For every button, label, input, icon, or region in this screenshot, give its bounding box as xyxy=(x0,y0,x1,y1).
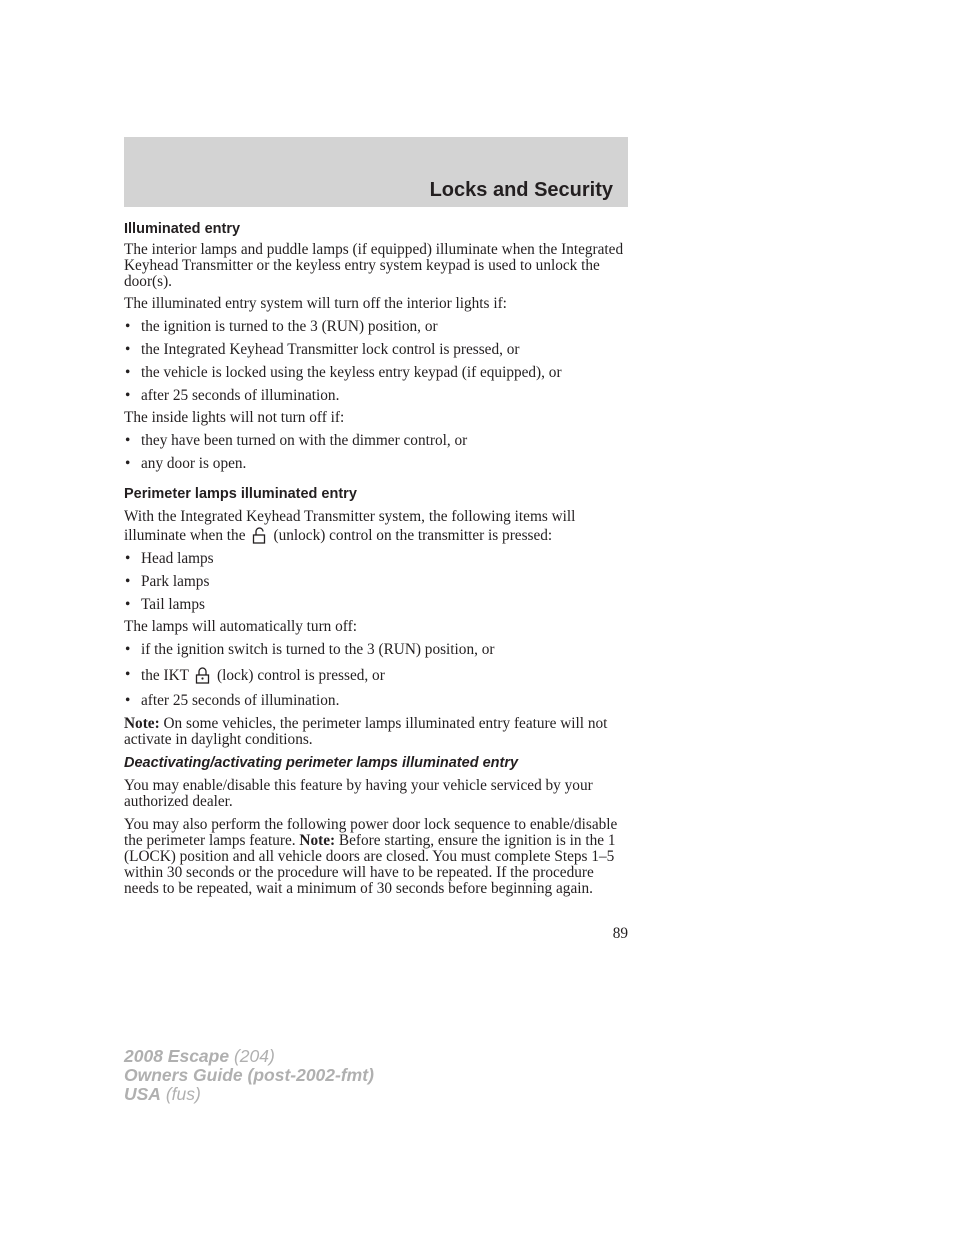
list-item: • Head lamps xyxy=(124,551,630,567)
auto-off-list xyxy=(124,642,630,709)
list-item: • any door is open. xyxy=(124,456,630,472)
list-item: • they have been turned on with the dimmer control, or xyxy=(124,433,630,449)
footer-model-code: (204) xyxy=(229,1046,275,1066)
illuminated-entry-intro: The interior lamps and puddle lamps (if equipped) illuminate when the Integrated Keyhead Transmitter or the keyless entry system keypad is used to unlock the door(s). xyxy=(124,241,624,290)
list-item: • Tail lamps xyxy=(124,597,630,613)
page-number: 89 xyxy=(612,925,628,942)
stay-on-list xyxy=(124,433,630,472)
lock-icon xyxy=(194,666,212,684)
list-item-ikt xyxy=(124,666,630,685)
footer-doc-id xyxy=(124,1047,374,1104)
ikt-text: the IKT xyxy=(141,667,189,684)
auto-off-lead: The lamps will automatically turn off: xyxy=(124,618,357,635)
lamp-list xyxy=(124,551,630,613)
section-header-band xyxy=(124,137,628,207)
list-item: • after 25 seconds of illumination. xyxy=(124,693,630,709)
footer-model: 2008 Escape xyxy=(124,1046,230,1066)
list-item: • after 25 seconds of illumination. xyxy=(124,388,630,404)
footer-market: USA xyxy=(124,1084,161,1104)
turn-off-list xyxy=(124,319,630,404)
heading-perimeter-lamps: Perimeter lamps illuminated entry xyxy=(124,486,357,502)
note-text: On some vehicles, the perimeter lamps illuminated entry feature will not activate in daylight conditions. xyxy=(124,715,608,748)
heading-deactivating: Deactivating/activating perimeter lamps illuminated entry xyxy=(124,755,519,771)
perimeter-intro xyxy=(124,508,630,545)
list-item: • if the ignition switch is turned to the 3 (RUN) position, or xyxy=(124,642,630,658)
perimeter-note xyxy=(124,716,630,748)
perimeter-intro-text: With the Integrated Keyhead Transmitter system, the following items will illuminate when the xyxy=(124,508,576,544)
deactivating-para2 xyxy=(124,817,630,897)
footer-line-1 xyxy=(124,1047,374,1066)
para2-text: You may also perform the following power door lock sequence to enable/disable the perimeter lamps feature. xyxy=(124,816,618,849)
page-content xyxy=(124,220,630,897)
list-item: • the vehicle is locked using the keyless entry keypad (if equipped), or xyxy=(124,365,630,381)
note-label: Note: xyxy=(299,832,336,849)
list-item: • the ignition is turned to the 3 (RUN) position, or xyxy=(124,319,630,335)
footer-line-2 xyxy=(124,1066,374,1085)
turn-off-lead: The illuminated entry system will turn off the interior lights if: xyxy=(124,295,507,312)
list-item: • Park lamps xyxy=(124,574,630,590)
heading-illuminated-entry: Illuminated entry xyxy=(124,221,241,237)
section-title: Locks and Security xyxy=(429,179,613,201)
ikt-text-2: (lock) control is pressed, or xyxy=(217,667,385,684)
unlock-icon xyxy=(251,526,269,544)
footer-line-3 xyxy=(124,1085,374,1104)
perimeter-intro-text-2: (unlock) control on the transmitter is pressed: xyxy=(273,527,553,544)
footer-market-code: (fus) xyxy=(160,1084,201,1104)
deactivating-para1: You may enable/disable this feature by having your vehicle serviced by your authorized dealer. xyxy=(124,777,593,810)
stay-on-lead: The inside lights will not turn off if: xyxy=(124,409,345,426)
para2-text-2: Before starting, ensure the ignition is in the 1 (LOCK) position and all vehicle doors are closed. You must complete Steps 1–5 within 30 seconds or the procedure will have to be repeated. If the procedure needs to be repeated, wait a minimum of 30 seconds before beginning again. xyxy=(124,832,616,897)
note-label: Note: xyxy=(124,715,160,732)
footer-guide: Owners Guide (post-2002-fmt) xyxy=(124,1065,374,1085)
list-item: • the Integrated Keyhead Transmitter lock control is pressed, or xyxy=(124,342,630,358)
